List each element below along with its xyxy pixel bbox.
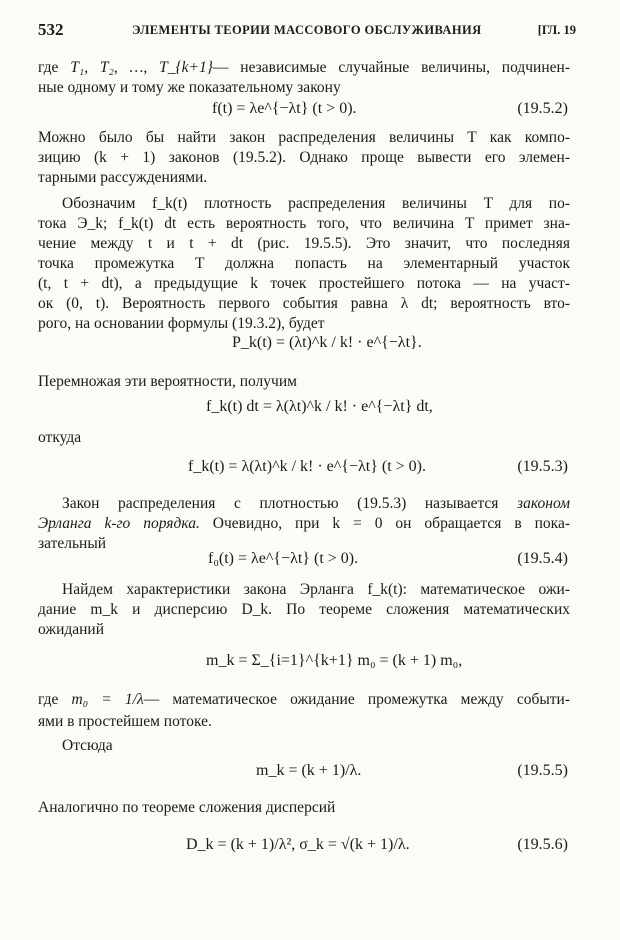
text-line: Эрланга k-го порядка. Очевидно, при k = 0 он обращается в пока- (38, 515, 570, 532)
equation-number: (19.5.5) (517, 762, 568, 779)
text-line: Закон распределения с плотностью (19.5.3) называется законом (62, 495, 570, 512)
text-line: откуда (38, 429, 82, 446)
text-line: тока Э_k; f_k(t) dt есть вероятность того, что величина T примет зна- (38, 215, 570, 232)
text-line: Найдем характеристики закона Эрланга f_k(t): математическое ожи- (62, 581, 570, 598)
term-emphasis: Эрланга k-го порядка. (38, 515, 200, 532)
text-line: Перемножая эти вероятности, получим (38, 373, 297, 390)
term-emphasis: законом (517, 495, 570, 512)
equation-19-5-3: f_k(t) = λ(λt)^k / k! · e^{−λt} (t > 0). (188, 458, 426, 475)
equation-19-5-4: f₀(t) = λe^{−λt} (t > 0). (208, 550, 359, 567)
equation-number: (19.5.2) (517, 100, 568, 117)
text-line: ями в простейшем потоке. (38, 713, 212, 730)
text-line: точка промежутка T должна попасть на элементарный участок (38, 255, 570, 272)
equation-mk-sum: m_k = Σ_{i=1}^{k+1} m₀ = (k + 1) m₀, (206, 652, 463, 669)
equation-number: (19.5.3) (517, 458, 568, 475)
text-line: ные одному и тому же показательному закону (38, 79, 341, 96)
text-line: где T₁, T₂, …, T_{k+1}— независимые случайные величины, подчинен- (38, 59, 570, 76)
text-line: зательный (38, 535, 107, 552)
text-line: где m₀ = 1/λ— математическое ожидание промежутка между событи- (38, 691, 571, 708)
text-line: Можно было бы найти закон распределения величины T как компо- (38, 129, 570, 146)
text-line: тарными рассуждениями. (38, 169, 208, 186)
text-line: зицию (k + 1) законов (19.5.2). Однако проще вывести его элемен- (38, 149, 570, 166)
equation-19-5-5: m_k = (k + 1)/λ. (256, 762, 362, 779)
equation-number: (19.5.6) (517, 836, 568, 853)
text-line: рого, на основании формулы (19.3.2), будет (38, 315, 325, 332)
page-header (38, 20, 576, 44)
text-line: Обозначим f_k(t) плотность распределения величины T для по- (62, 195, 570, 212)
equation-number: (19.5.4) (517, 550, 568, 567)
text-line: (t, t + dt), а предыдущие k точек простейшего потока — на участ- (38, 275, 570, 292)
text-line: Аналогично по теореме сложения дисперсий (38, 799, 336, 816)
running-title: ЭЛЕМЕНТЫ ТЕОРИИ МАССОВОГО ОБСЛУЖИВАНИЯ (132, 23, 482, 37)
text-line: чение между t и t + dt (рис. 19.5.5). Это значит, что последняя (38, 235, 570, 252)
chapter-label: [ГЛ. 19 (537, 23, 576, 37)
page-number: 532 (38, 20, 64, 39)
equation-m0: m₀ = 1/λ (71, 691, 144, 708)
equation-fk-dt: f_k(t) dt = λ(λt)^k / k! · e^{−λt} dt, (206, 398, 433, 415)
text-line: дание m_k и дисперсию D_k. По теореме сложения математических (38, 601, 570, 618)
text-line: ок (0, t). Вероятность первого события равна λ dt; вероятность вто- (38, 295, 570, 312)
equation-19-5-6: D_k = (k + 1)/λ², σ_k = √(k + 1)/λ. (186, 836, 410, 853)
text-line: ожиданий (38, 621, 105, 638)
text-line: Отсюда (62, 737, 113, 754)
equation-pk: P_k(t) = (λt)^k / k! · e^{−λt}. (232, 334, 422, 351)
equation-19-5-2: f(t) = λe^{−λt} (t > 0). (212, 100, 357, 117)
variable-sequence: T₁, T₂, …, T_{k+1} (70, 59, 213, 76)
